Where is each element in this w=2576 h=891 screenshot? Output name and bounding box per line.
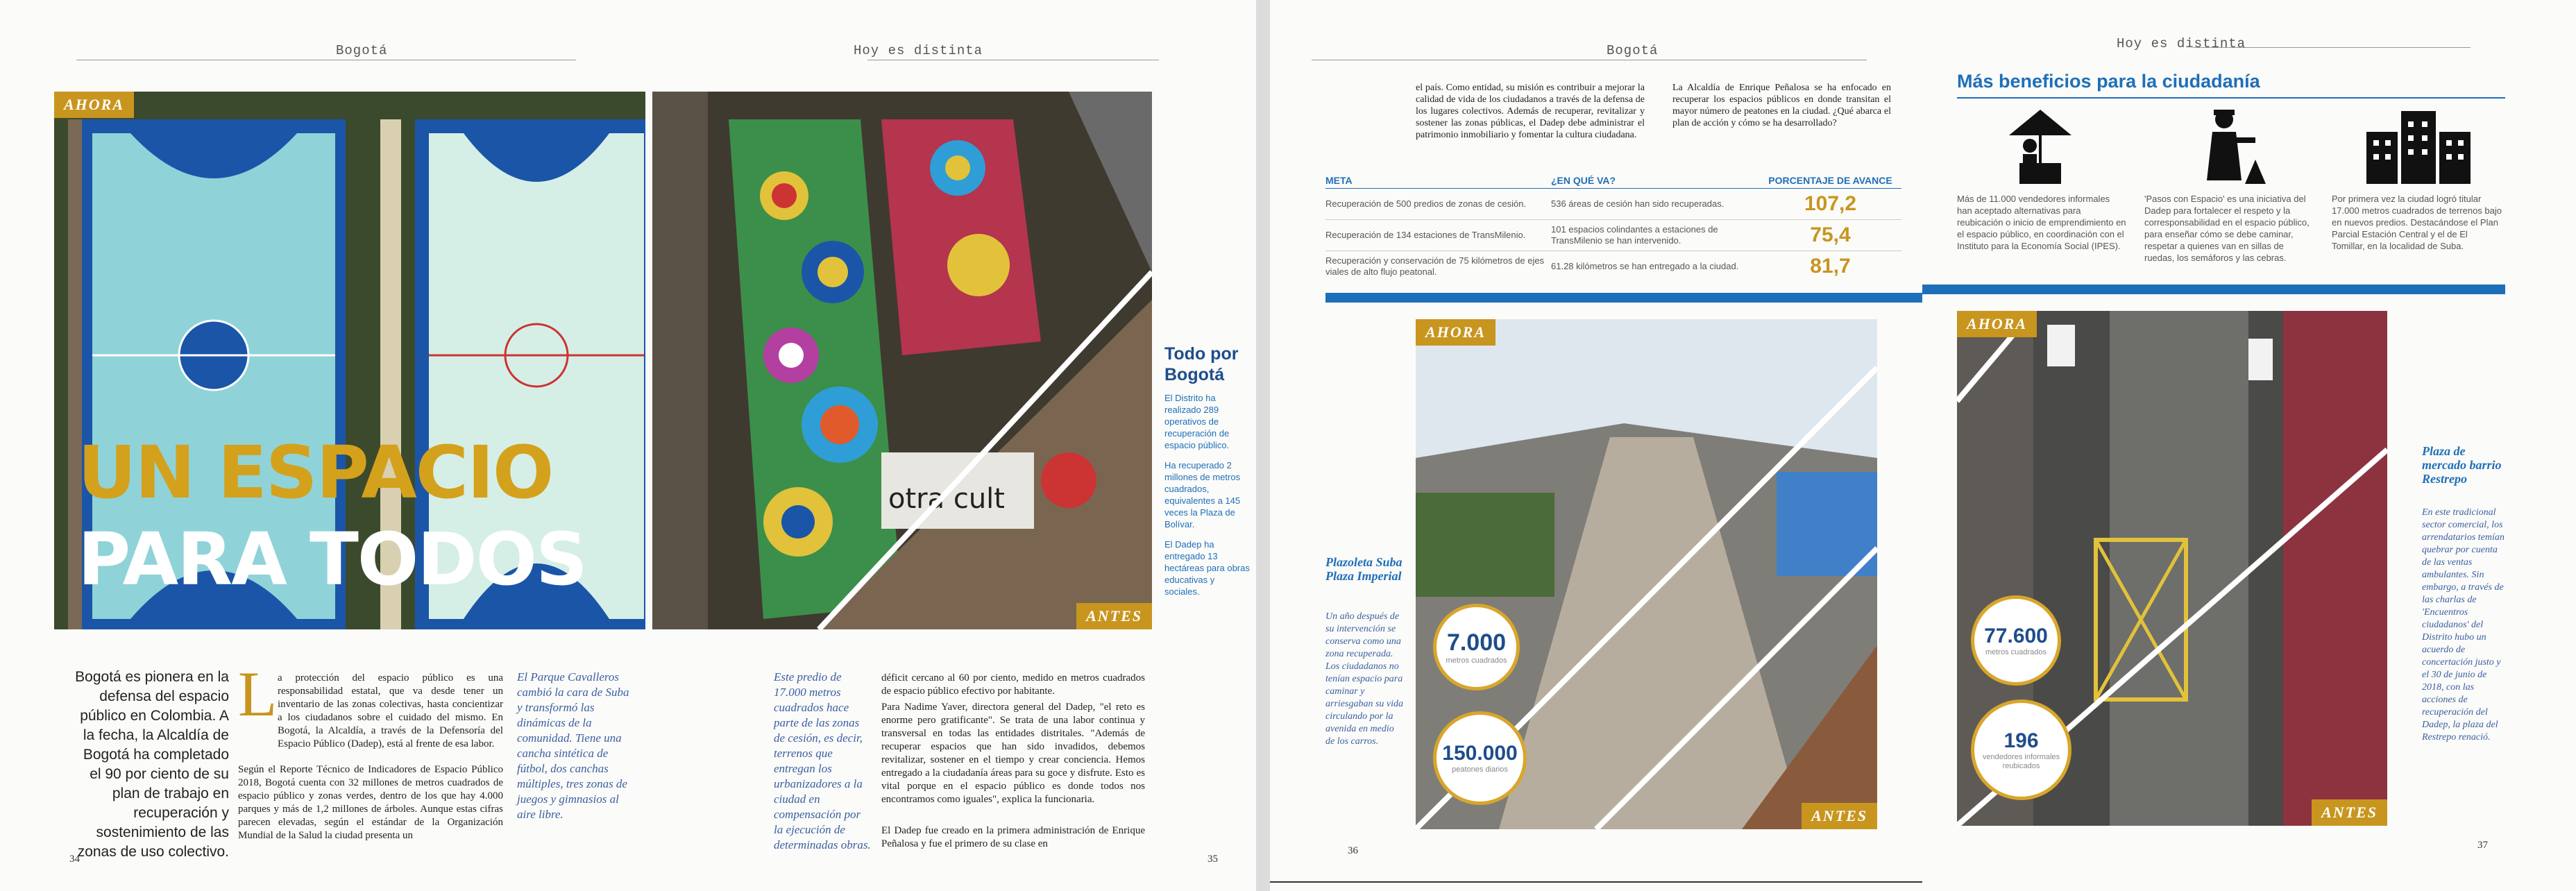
- table-row: [1325, 189, 1901, 220]
- col-header-progreso: ¿EN QUÉ VA?: [1551, 175, 1616, 186]
- cell-avance: 75,4: [1810, 223, 1851, 246]
- sidebar-title: Todo por Bogotá: [1164, 344, 1239, 384]
- title-line-2: PARA TODOS: [78, 517, 586, 602]
- cell-meta: Recuperación de 134 estaciones de TransMilenio.: [1325, 230, 1526, 240]
- section-title: Más beneficios para la ciudadanía: [1957, 71, 2260, 92]
- benefit-vendors: [1957, 104, 2127, 252]
- vendor-stall-icon: [1999, 104, 2082, 187]
- stat-label: metros cuadrados: [1985, 647, 2047, 656]
- page-header: Bogotá: [336, 43, 388, 58]
- page-number: 34: [69, 854, 80, 865]
- playground-illustration: [652, 92, 1152, 629]
- table-row: [1325, 251, 1901, 282]
- page-header: Hoy es distinta: [854, 43, 983, 58]
- stat-label: metros cuadrados: [1446, 656, 1507, 665]
- stat-number: 196: [2003, 729, 2039, 752]
- benefit-titling: [2332, 104, 2502, 252]
- tag-now: AHORA: [1957, 311, 2037, 337]
- lede: Bogotá es pionera en la defensa del espacio público en Colombia. A la fecha, la Alcaldía de Bogotá ha completado el 90 por ciento de su plan de trabajo en recuperación y sostenimiento de las zonas de uso colectivo.: [75, 669, 229, 860]
- cell-avance: 81,7: [1810, 255, 1851, 278]
- cell-progreso: 101 espacios colindantes a estaciones de TransMilenio se han intervenido.: [1551, 224, 1718, 246]
- sidebar-p1: El Distrito ha realizado 289 operativos de recuperación de espacio público.: [1164, 393, 1230, 450]
- body-p1: a protección del espacio público es una responsabilidad estatal, que va desde tener un inventario de las zonas colectivas, hasta concientizar a los ciudadanos sobre el cuidado del mismo. En Bogotá, la Alcaldía, a través de la Defensoría del Espacio Público (Dadep), está al frente de esa labor.: [278, 672, 503, 749]
- body-p3: El Dadep fue creado en la primera administración de Enrique Peñalosa y fue el primero de su clase en: [881, 825, 1145, 849]
- title-rule: [1957, 97, 2505, 99]
- table-row: [1325, 220, 1901, 251]
- tag-before: ANTES: [1076, 603, 1152, 629]
- stat-bubble-area: [1433, 604, 1520, 690]
- body-p2: Según el Reporte Técnico de Indicadores de Espacio Público 2018, Bogotá cuenta con 32 millones de metros cuadrados de espacio público y zonas verdes, dentro de los que hay 4.000 parques y más de 1,2 millones de árboles. Aunque estas cifras parecen elevadas, según el estándar de la Organización Mundial de la Salud la ciudad presenta un: [238, 764, 503, 841]
- tag-now: AHORA: [54, 92, 134, 118]
- body-p2: Para Nadime Yaver, directora general del Dadep, "el reto es enorme pero gratificante". Se trata de una labor continua y transversal en todas las entidades distritales. "Además de recuperar espacios que han sido invadidos, debemos revitalizar, sostener en el tiempo y crear conciencia. Hemos entregado a la ciudadanía áreas para su goce y disfrute. Esto es vital porque en el espacio público es donde todos nos encontramos como iguales", explica la funcionaria.: [881, 702, 1145, 805]
- cell-progreso: 536 áreas de cesión han sido recuperadas.: [1551, 198, 1725, 209]
- col-header-avance: PORCENTAJE DE AVANCE: [1768, 175, 1892, 186]
- stat-number: 7.000: [1446, 629, 1507, 656]
- caption-title: Plazoleta Suba Plaza Imperial: [1325, 555, 1403, 583]
- page-36: [1270, 0, 1922, 891]
- page-number: 37: [2477, 840, 2488, 851]
- benefit-text: Por primera vez la ciudad logró titular 17.000 metros cuadrados de terrenos bajo en nuevos predios. Destacándose el Plan Parcial Estación Central y el de El Tomillar, en la localidad de Suba.: [2332, 194, 2502, 251]
- page-37: [1922, 0, 2576, 891]
- cell-progreso: 61.28 kilómetros se han entregado a la ciudad.: [1551, 261, 1739, 271]
- caption-text: En este tradicional sector comercial, los arrendatarios temían quebrar por cuenta de las ventas ambulantes. Sin embargo, a través de las charlas de 'Encuentros ciudadanos' del Distrito hubo un acuerdo de concertación justo y el 30 de junio de 2018, con las acciones de recuperación del Dadep, la plaza del Restrepo renació.: [2422, 507, 2505, 742]
- page-header: Bogotá: [1607, 43, 1659, 58]
- restrepo-photo: [1957, 311, 2387, 826]
- page-number: 36: [1348, 845, 1358, 856]
- stat-label: vendedores informales reubicados: [1982, 752, 2060, 770]
- page-number: 35: [1208, 854, 1218, 865]
- benefits-row: [1957, 104, 2512, 285]
- body-p2: La Alcaldía de Enrique Peñalosa se ha enfocado en recuperar los espacios públicos en donde transitan el mayor número de peatones en la ciudad. ¿Qué abarca el plan de acción y cómo se ha desarrollado?: [1672, 83, 1891, 128]
- stat-bubble-pedestrians: [1433, 711, 1527, 805]
- benefit-text: Más de 11.000 vendedores informales han aceptado alternativas para reubicación o inicio de emprendimiento en el espacio público, en coordinación con el Instituto para la Economía Social (IPES).: [1957, 194, 2126, 251]
- caption-text: Un año después de su intervención se conserva como una zona recuperada. Los ciudadanos no tenían espacio para caminar y arriesgaban su vida circulando por la avenida en medio de los carros.: [1325, 611, 1403, 747]
- cell-meta: Recuperación y conservación de 75 kilómetros de ejes viales de alto flujo peatonal.: [1325, 255, 1545, 277]
- cell-avance: 107,2: [1804, 192, 1857, 215]
- tag-before: ANTES: [1802, 803, 1877, 829]
- page-34: [0, 0, 645, 891]
- stat-bubble-vendors: [1971, 699, 2071, 800]
- pull-quote: Este predio de 17.000 metros cuadrados hace parte de las zonas de cesión, es decir, terrenos que entregan los urbanizadores a la ciudad en compensación por la ejecución de determinadas obras.: [774, 670, 871, 851]
- playground-photo: [652, 92, 1152, 629]
- stat-bubble-area: [1971, 595, 2061, 686]
- title-line-1: UN ESPACIO: [78, 430, 553, 515]
- page-header: Hoy es distinta: [2117, 36, 2246, 51]
- stat-label: peatones diarios: [1452, 765, 1508, 774]
- stat-number: 150.000: [1442, 742, 1518, 765]
- col-header-meta: META: [1325, 175, 1353, 186]
- page-35: [645, 0, 1256, 891]
- progress-table: [1325, 175, 1901, 282]
- body-p1: el país. Como entidad, su misión es contribuir a mejorar la calidad de vida de los ciudadanos a través de la defensa de los lugares colectivos. Además de recuperar, revitalizar y sostener las zonas públicas, el Dadep debe administrar el patrimonio inmobiliario y fomentar la cultura ciudadana.: [1416, 83, 1645, 140]
- graffiti-text: otra cult: [888, 483, 1005, 515]
- sidebar-p3: El Dadep ha entregado 13 hectáreas para obras educativas y sociales.: [1164, 539, 1250, 597]
- tag-now: AHORA: [1416, 319, 1495, 346]
- pull-quote: El Parque Cavalleros cambió la cara de Suba y transformó las dinámicas de la comunidad. Tiene una cancha sintética de fútbol, dos canchas múltiples, tres zonas de juegos y gimnasios al aire libre.: [517, 670, 629, 821]
- tag-before: ANTES: [2312, 799, 2387, 826]
- footer-rule: [1270, 881, 1922, 883]
- blue-band: [1922, 285, 2505, 294]
- benefit-text: 'Pasos con Espacio' es una iniciativa del Dadep para fortalecer el respeto y la corresponsabilidad en el espacio público, para enseñar cómo se debe caminar, respetar a quienes van en sillas de ruedas, los semáforos y las cebras.: [2144, 194, 2310, 263]
- benefit-pasos: [2144, 104, 2314, 264]
- body-p1: déficit cercano al 60 por ciento, medido en metros cuadrados de espacio público efectivo por habitante.: [881, 672, 1145, 697]
- stat-number: 77.600: [1984, 624, 2048, 647]
- caption-title: Plaza de mercado barrio Restrepo: [2422, 444, 2502, 486]
- cell-meta: Recuperación de 500 predios de zonas de cesión.: [1325, 198, 1527, 209]
- plazoleta-photo: [1416, 319, 1877, 829]
- sidebar-p2: Ha recuperado 2 millones de metros cuadrados, equivalentes a 145 veces la Plaza de Bolívar.: [1164, 460, 1241, 529]
- buildings-icon: [2363, 104, 2474, 187]
- dropcap: L: [238, 659, 278, 729]
- traffic-officer-icon: [2186, 104, 2269, 187]
- sidebar: [1164, 343, 1251, 597]
- blue-band: [1325, 293, 1922, 303]
